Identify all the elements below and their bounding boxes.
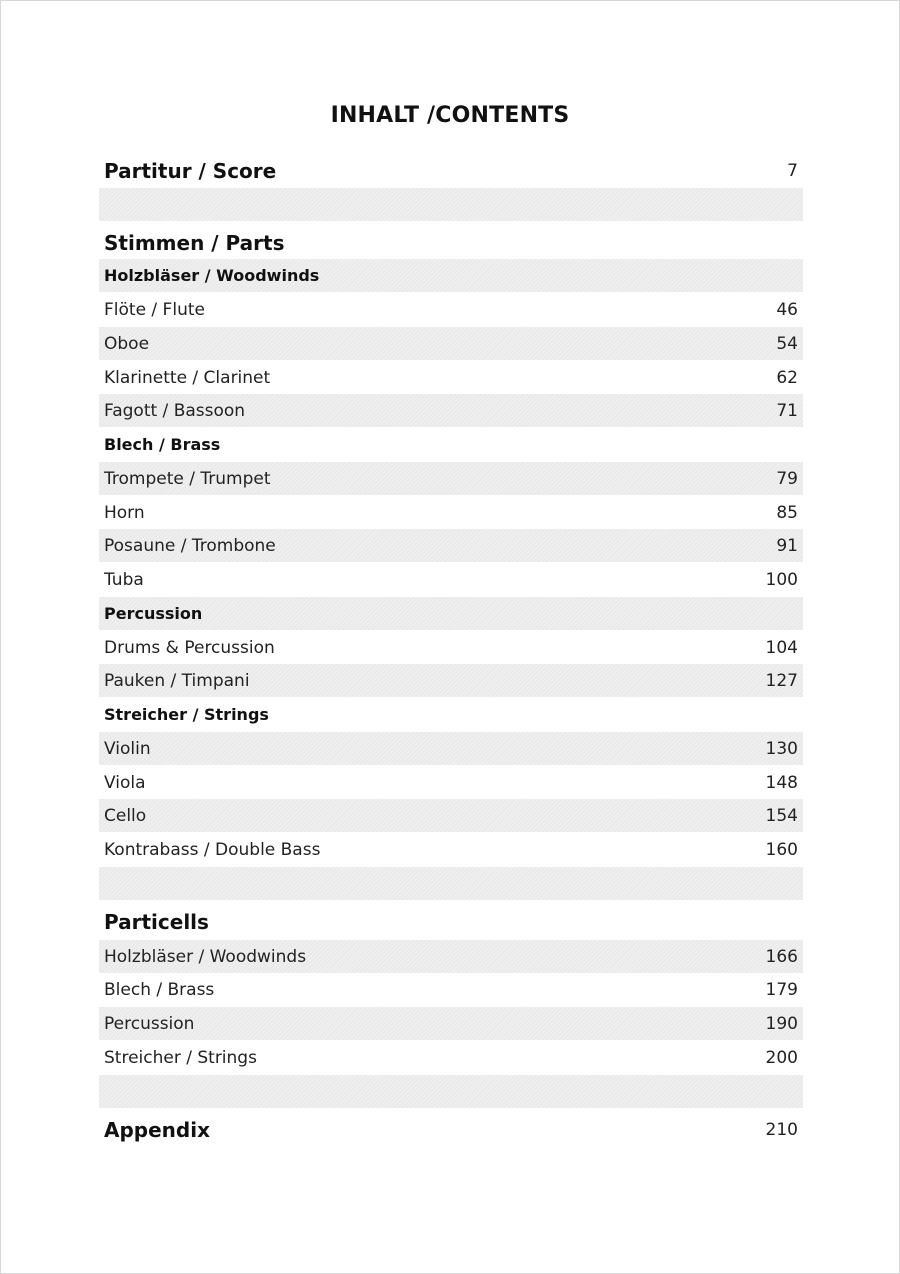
toc-entry-page: 130 <box>765 738 798 759</box>
group-heading: Streicher / Strings <box>104 705 269 724</box>
toc-entry-page: 104 <box>765 637 798 658</box>
toc-entry[interactable] <box>99 496 803 529</box>
toc-entry-page: 166 <box>765 946 798 967</box>
toc-entry-label: Posaune / Trombone <box>104 535 276 556</box>
spacer-row <box>99 1075 803 1108</box>
toc-entry[interactable] <box>99 361 803 394</box>
group-heading: Blech / Brass <box>104 435 221 454</box>
toc-entry-page: 190 <box>765 1013 798 1034</box>
toc-entry[interactable] <box>99 732 803 765</box>
toc-entry-score[interactable] <box>99 154 803 187</box>
toc-entry-label: Viola <box>104 772 146 793</box>
toc-entry-label: Violin <box>104 738 151 759</box>
spacer-row <box>99 188 803 221</box>
toc-entry-label: Cello <box>104 805 147 826</box>
toc-entry[interactable] <box>99 394 803 427</box>
toc-entry-page: 71 <box>776 400 798 421</box>
toc-group-strings <box>99 698 803 731</box>
toc-entry-label: Oboe <box>104 333 150 354</box>
toc-entry[interactable] <box>99 462 803 495</box>
toc-group-brass <box>99 428 803 461</box>
section-heading: Stimmen / Parts <box>104 230 285 255</box>
toc-entry-page: 7 <box>787 160 798 181</box>
toc-entry-label: Holzbläser / Woodwinds <box>104 946 307 967</box>
toc-entry-label: Blech / Brass <box>104 979 215 1000</box>
group-heading: Percussion <box>104 604 203 623</box>
toc-section-parts <box>99 226 803 259</box>
toc-entry-page: 62 <box>776 367 798 388</box>
toc-entry[interactable] <box>99 327 803 360</box>
toc-entry[interactable] <box>99 563 803 596</box>
toc-entry[interactable] <box>99 940 803 973</box>
toc-entry-page: 85 <box>776 502 798 523</box>
group-heading: Holzbläser / Woodwinds <box>104 266 320 285</box>
toc-entry-label: Klarinette / Clarinet <box>104 367 271 388</box>
toc-entry[interactable] <box>99 833 803 866</box>
toc-group-percussion <box>99 597 803 630</box>
toc-entry-page: 54 <box>776 333 798 354</box>
toc-entry-page: 179 <box>765 979 798 1000</box>
toc-section-particells <box>99 905 803 938</box>
toc-entry[interactable] <box>99 664 803 697</box>
toc-entry-page: 91 <box>776 535 798 556</box>
toc-entry-label: Flöte / Flute <box>104 299 205 320</box>
toc-entry[interactable] <box>99 293 803 326</box>
section-heading: Particells <box>104 909 209 934</box>
toc-entry-label: Appendix <box>104 1117 210 1142</box>
toc-entry-page: 154 <box>765 805 798 826</box>
toc-entry-label: Horn <box>104 502 145 523</box>
toc-entry-label: Tuba <box>104 569 144 590</box>
toc-entry-page: 148 <box>765 772 798 793</box>
toc-entry-label: Pauken / Timpani <box>104 670 250 691</box>
toc-entry[interactable] <box>99 766 803 799</box>
toc-entry[interactable] <box>99 1041 803 1074</box>
toc-entry-page: 210 <box>765 1119 798 1140</box>
toc-entry[interactable] <box>99 631 803 664</box>
toc-entry[interactable] <box>99 799 803 832</box>
toc-entry-page: 46 <box>776 299 798 320</box>
toc-entry[interactable] <box>99 973 803 1006</box>
page-title: INHALT /CONTENTS <box>330 103 570 128</box>
toc-entry-label: Percussion <box>104 1013 195 1034</box>
spacer-row <box>99 867 803 900</box>
toc-entry-label: Drums & Percussion <box>104 637 275 658</box>
toc-group-woodwinds <box>99 259 803 292</box>
toc-entry-page: 160 <box>765 839 798 860</box>
toc-entry-page: 79 <box>776 468 798 489</box>
toc-entry-page: 200 <box>765 1047 798 1068</box>
toc-entry-label: Fagott / Bassoon <box>104 400 246 421</box>
toc-entry-appendix[interactable] <box>99 1113 803 1146</box>
toc-entry-label: Kontrabass / Double Bass <box>104 839 321 860</box>
toc-entry[interactable] <box>99 529 803 562</box>
toc-entry-label: Partitur / Score <box>104 158 277 183</box>
toc-entry-page: 100 <box>765 569 798 590</box>
toc-entry-label: Trompete / Trumpet <box>104 468 271 489</box>
toc-entry-label: Streicher / Strings <box>104 1047 257 1068</box>
toc-entry-page: 127 <box>765 670 798 691</box>
toc-entry[interactable] <box>99 1007 803 1040</box>
